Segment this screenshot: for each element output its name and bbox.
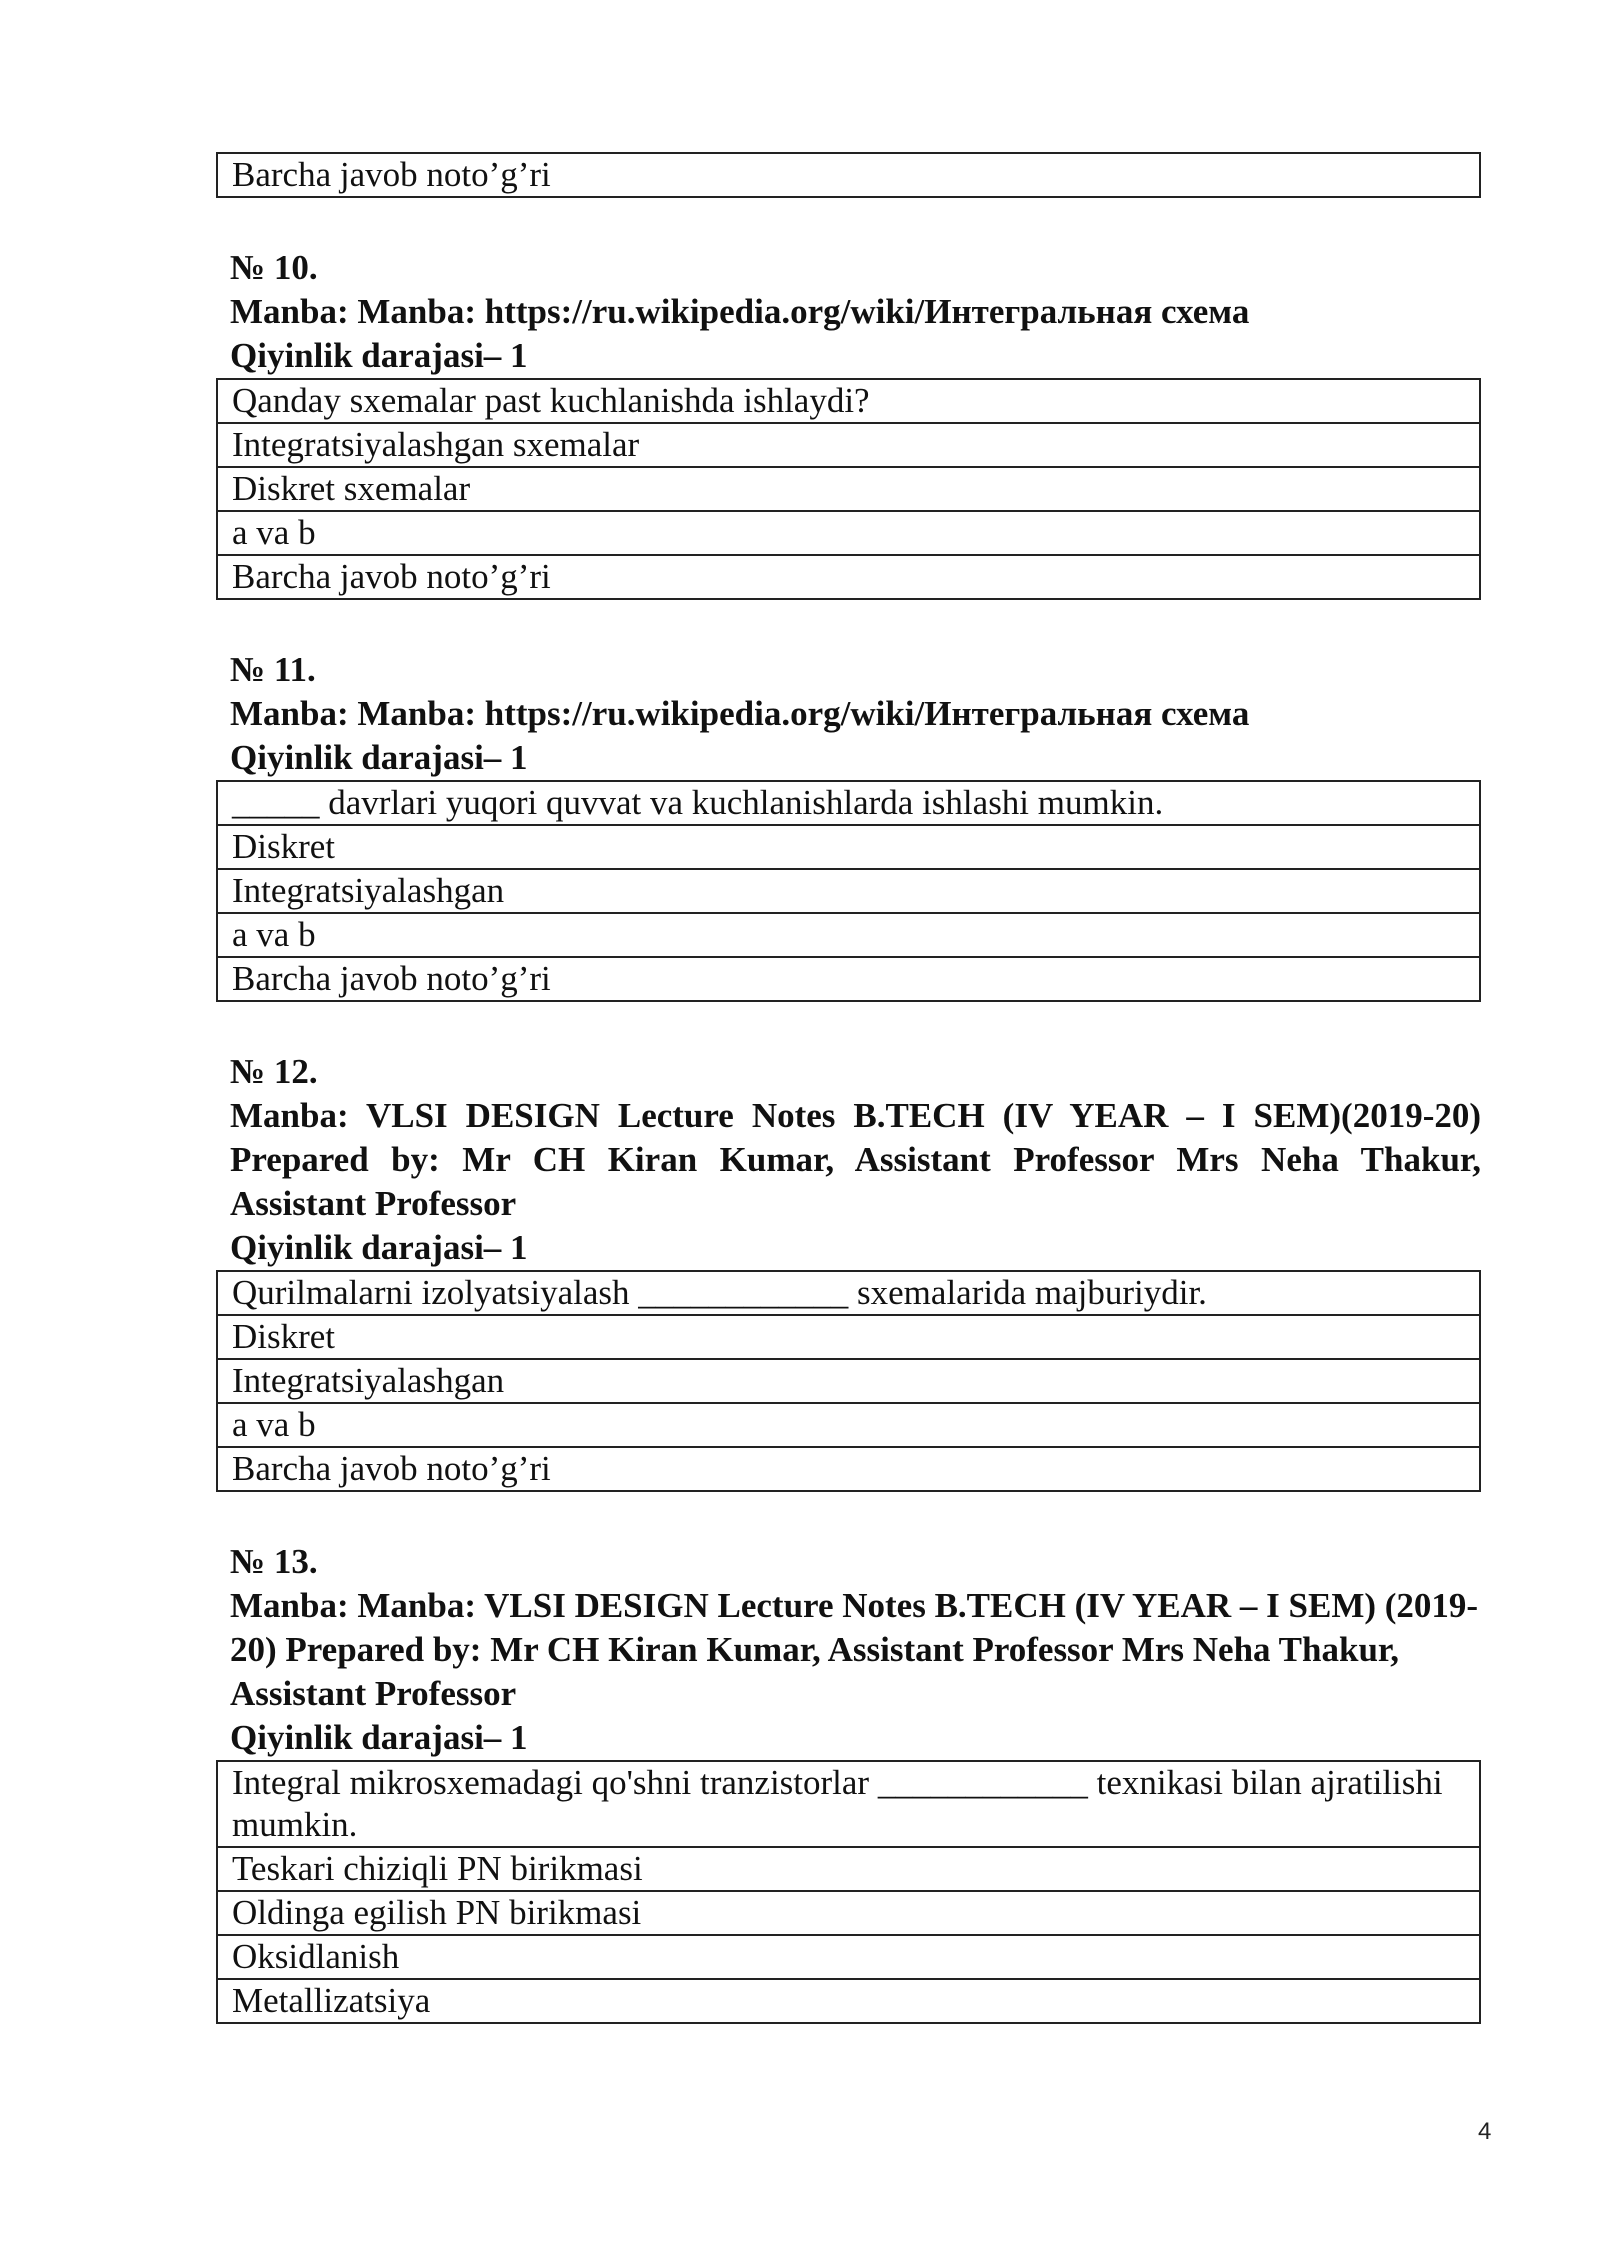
table-row xyxy=(217,781,1480,825)
question-text-cell: Integral mikrosxemadagi qo'shni tranzistorlar ____________ texnikasi bilan ajratilishi mumkin. xyxy=(217,1761,1480,1847)
option-cell: Barcha javob noto’g’ri xyxy=(217,153,1480,197)
table-row xyxy=(217,511,1480,555)
option-cell: a va b xyxy=(217,1403,1480,1447)
options-table-q9-tail xyxy=(216,152,1481,198)
question-number: № 10. xyxy=(230,248,318,287)
option-cell: Barcha javob noto’g’ri xyxy=(217,555,1480,599)
question-difficulty: Qiyinlik darajasi– 1 xyxy=(230,738,528,777)
option-cell: Diskret sxemalar xyxy=(217,467,1480,511)
table-row xyxy=(217,1403,1480,1447)
option-cell: Oldinga egilish PN birikmasi xyxy=(217,1891,1480,1935)
question-number: № 13. xyxy=(230,1542,318,1581)
question-block-13 xyxy=(216,1540,1481,2024)
table-row xyxy=(217,379,1480,423)
question-source: Manba: Manba: VLSI DESIGN Lecture Notes B.TECH (IV YEAR – I SEM) (2019-20) Prepared by: Mr CH Kiran Kumar, Assistant Professor Mrs Neha Thakur, Assistant Professor xyxy=(230,1586,1479,1713)
question-difficulty: Qiyinlik darajasi– 1 xyxy=(230,1228,528,1267)
option-cell: a va b xyxy=(217,913,1480,957)
option-cell: Integratsiyalashgan xyxy=(217,1359,1480,1403)
table-row xyxy=(217,869,1480,913)
options-table xyxy=(216,780,1481,1002)
options-table xyxy=(216,1760,1481,2024)
table-row xyxy=(217,555,1480,599)
question-source: Manba: VLSI DESIGN Lecture Notes B.TECH (IV YEAR – I SEM)(2019-20) Prepared by: Mr CH Kiran Kumar, Assistant Professor Mrs Neha Thakur, Assistant Professor xyxy=(230,1096,1481,1223)
option-cell: Metallizatsiya xyxy=(217,1979,1480,2023)
table-row xyxy=(217,825,1480,869)
question-number: № 11. xyxy=(230,650,316,689)
question-source: Manba: Manba: https://ru.wikipedia.org/wiki/Интегральная схема xyxy=(230,292,1250,331)
table-row xyxy=(217,1847,1480,1891)
question-block-10 xyxy=(216,246,1481,600)
option-cell: Integratsiyalashgan sxemalar xyxy=(217,423,1480,467)
table-row xyxy=(217,1271,1480,1315)
table-row xyxy=(217,1891,1480,1935)
table-row xyxy=(217,1761,1480,1847)
table-row xyxy=(217,423,1480,467)
option-cell: Barcha javob noto’g’ri xyxy=(217,957,1480,1001)
options-table xyxy=(216,378,1481,600)
page-number: 4 xyxy=(1478,2118,1492,2145)
table-row xyxy=(217,913,1480,957)
table-row xyxy=(217,467,1480,511)
page-content xyxy=(216,152,1481,2024)
question-text-cell: _____ davrlari yuqori quvvat va kuchlanishlarda ishlashi mumkin. xyxy=(217,781,1480,825)
option-cell: Barcha javob noto’g’ri xyxy=(217,1447,1480,1491)
question-difficulty: Qiyinlik darajasi– 1 xyxy=(230,336,528,375)
question-block-12 xyxy=(216,1050,1481,1492)
option-cell: Diskret xyxy=(217,825,1480,869)
option-cell: Integratsiyalashgan xyxy=(217,869,1480,913)
option-cell: Diskret xyxy=(217,1315,1480,1359)
table-row xyxy=(217,957,1480,1001)
question-text-cell: Qurilmalarni izolyatsiyalash ____________ sxemalarida majburiydir. xyxy=(217,1271,1480,1315)
table-row xyxy=(217,153,1480,197)
options-table xyxy=(216,1270,1481,1492)
question-source: Manba: Manba: https://ru.wikipedia.org/wiki/Интегральная схема xyxy=(230,694,1250,733)
table-row xyxy=(217,1447,1480,1491)
table-row xyxy=(217,1359,1480,1403)
question-difficulty: Qiyinlik darajasi– 1 xyxy=(230,1718,528,1757)
option-cell: Teskari chiziqli PN birikmasi xyxy=(217,1847,1480,1891)
table-row xyxy=(217,1935,1480,1979)
option-cell: a va b xyxy=(217,511,1480,555)
table-row xyxy=(217,1315,1480,1359)
question-text-cell: Qanday sxemalar past kuchlanishda ishlaydi? xyxy=(217,379,1480,423)
table-row xyxy=(217,1979,1480,2023)
question-block-11 xyxy=(216,648,1481,1002)
option-cell: Oksidlanish xyxy=(217,1935,1480,1979)
question-number: № 12. xyxy=(230,1052,318,1091)
